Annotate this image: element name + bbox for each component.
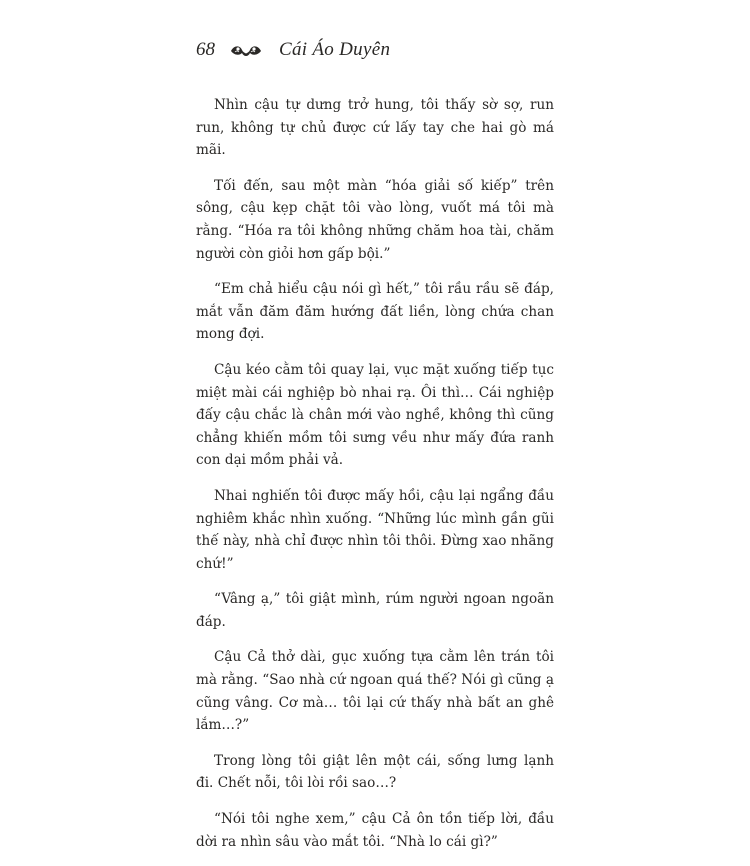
paragraph: Trong lòng tôi giật lên một cái, sống lưng lạnh đi. Chết nỗi, tôi lòi rồi sao…? <box>196 752 554 792</box>
paragraph: Nhai nghiến tôi được mấy hồi, cậu lại ngẩng đầu nghiêm khắc nhìn xuống. “Những lúc mình gần gũi thế này, nhà chỉ được nhìn tôi thôi. Đừng xao nhãng chứ!” <box>196 487 554 572</box>
floral-ornament-icon <box>229 42 263 58</box>
page-header <box>196 36 390 64</box>
paragraph: “Vâng ạ,” tôi giật mình, rúm người ngoan ngoãn đáp. <box>196 591 554 630</box>
paragraph: “Nói tôi nghe xem,” cậu Cả ôn tồn tiếp lời, đầu dời ra nhìn sâu vào mắt tôi. “Nhà lo cái gì?” <box>196 811 554 850</box>
paragraph: Nhìn cậu tự dưng trở hung, tôi thấy sờ sợ, run run, không tự chủ được cứ lấy tay che hai gò má mãi. <box>196 97 554 159</box>
paragraph: Cậu Cả thở dài, gục xuống tựa cằm lên trán tôi mà rằng. “Sao nhà cứ ngoan quá thế? Nói gì cũng ạ cũng vâng. Cơ mà… tôi lại cứ thấy nhà bất an ghê lắm…?” <box>196 649 554 734</box>
paragraph: Tối đến, sau một màn “hóa giải số kiếp” trên sông, cậu kẹp chặt tôi vào lòng, vuốt má tôi mà rằng. “Hóa ra tôi không những chăm hoa tài, chăm người còn giỏi hơn gấp bội.” <box>196 177 554 262</box>
page-number: 68 <box>196 39 215 60</box>
paragraph: Cậu kéo cằm tôi quay lại, vục mặt xuống tiếp tục miệt mài cái nghiệp bò nhai rạ. Ôi thì… Cái nghiệp đấy cậu chắc là chân mới vào nghề, không thì cũng chẳng khiến mồm tôi sưng vều như mấy đứa ranh con dại mồm phải vả. <box>196 361 554 469</box>
body-text <box>196 94 554 866</box>
book-title: Cái Áo Duyên <box>279 39 391 60</box>
paragraph: “Em chả hiểu cậu nói gì hết,” tôi rầu rầu sẽ đáp, mắt vẫn đăm đăm hướng đất liền, lòng chứa chan mong đợi. <box>196 281 554 343</box>
